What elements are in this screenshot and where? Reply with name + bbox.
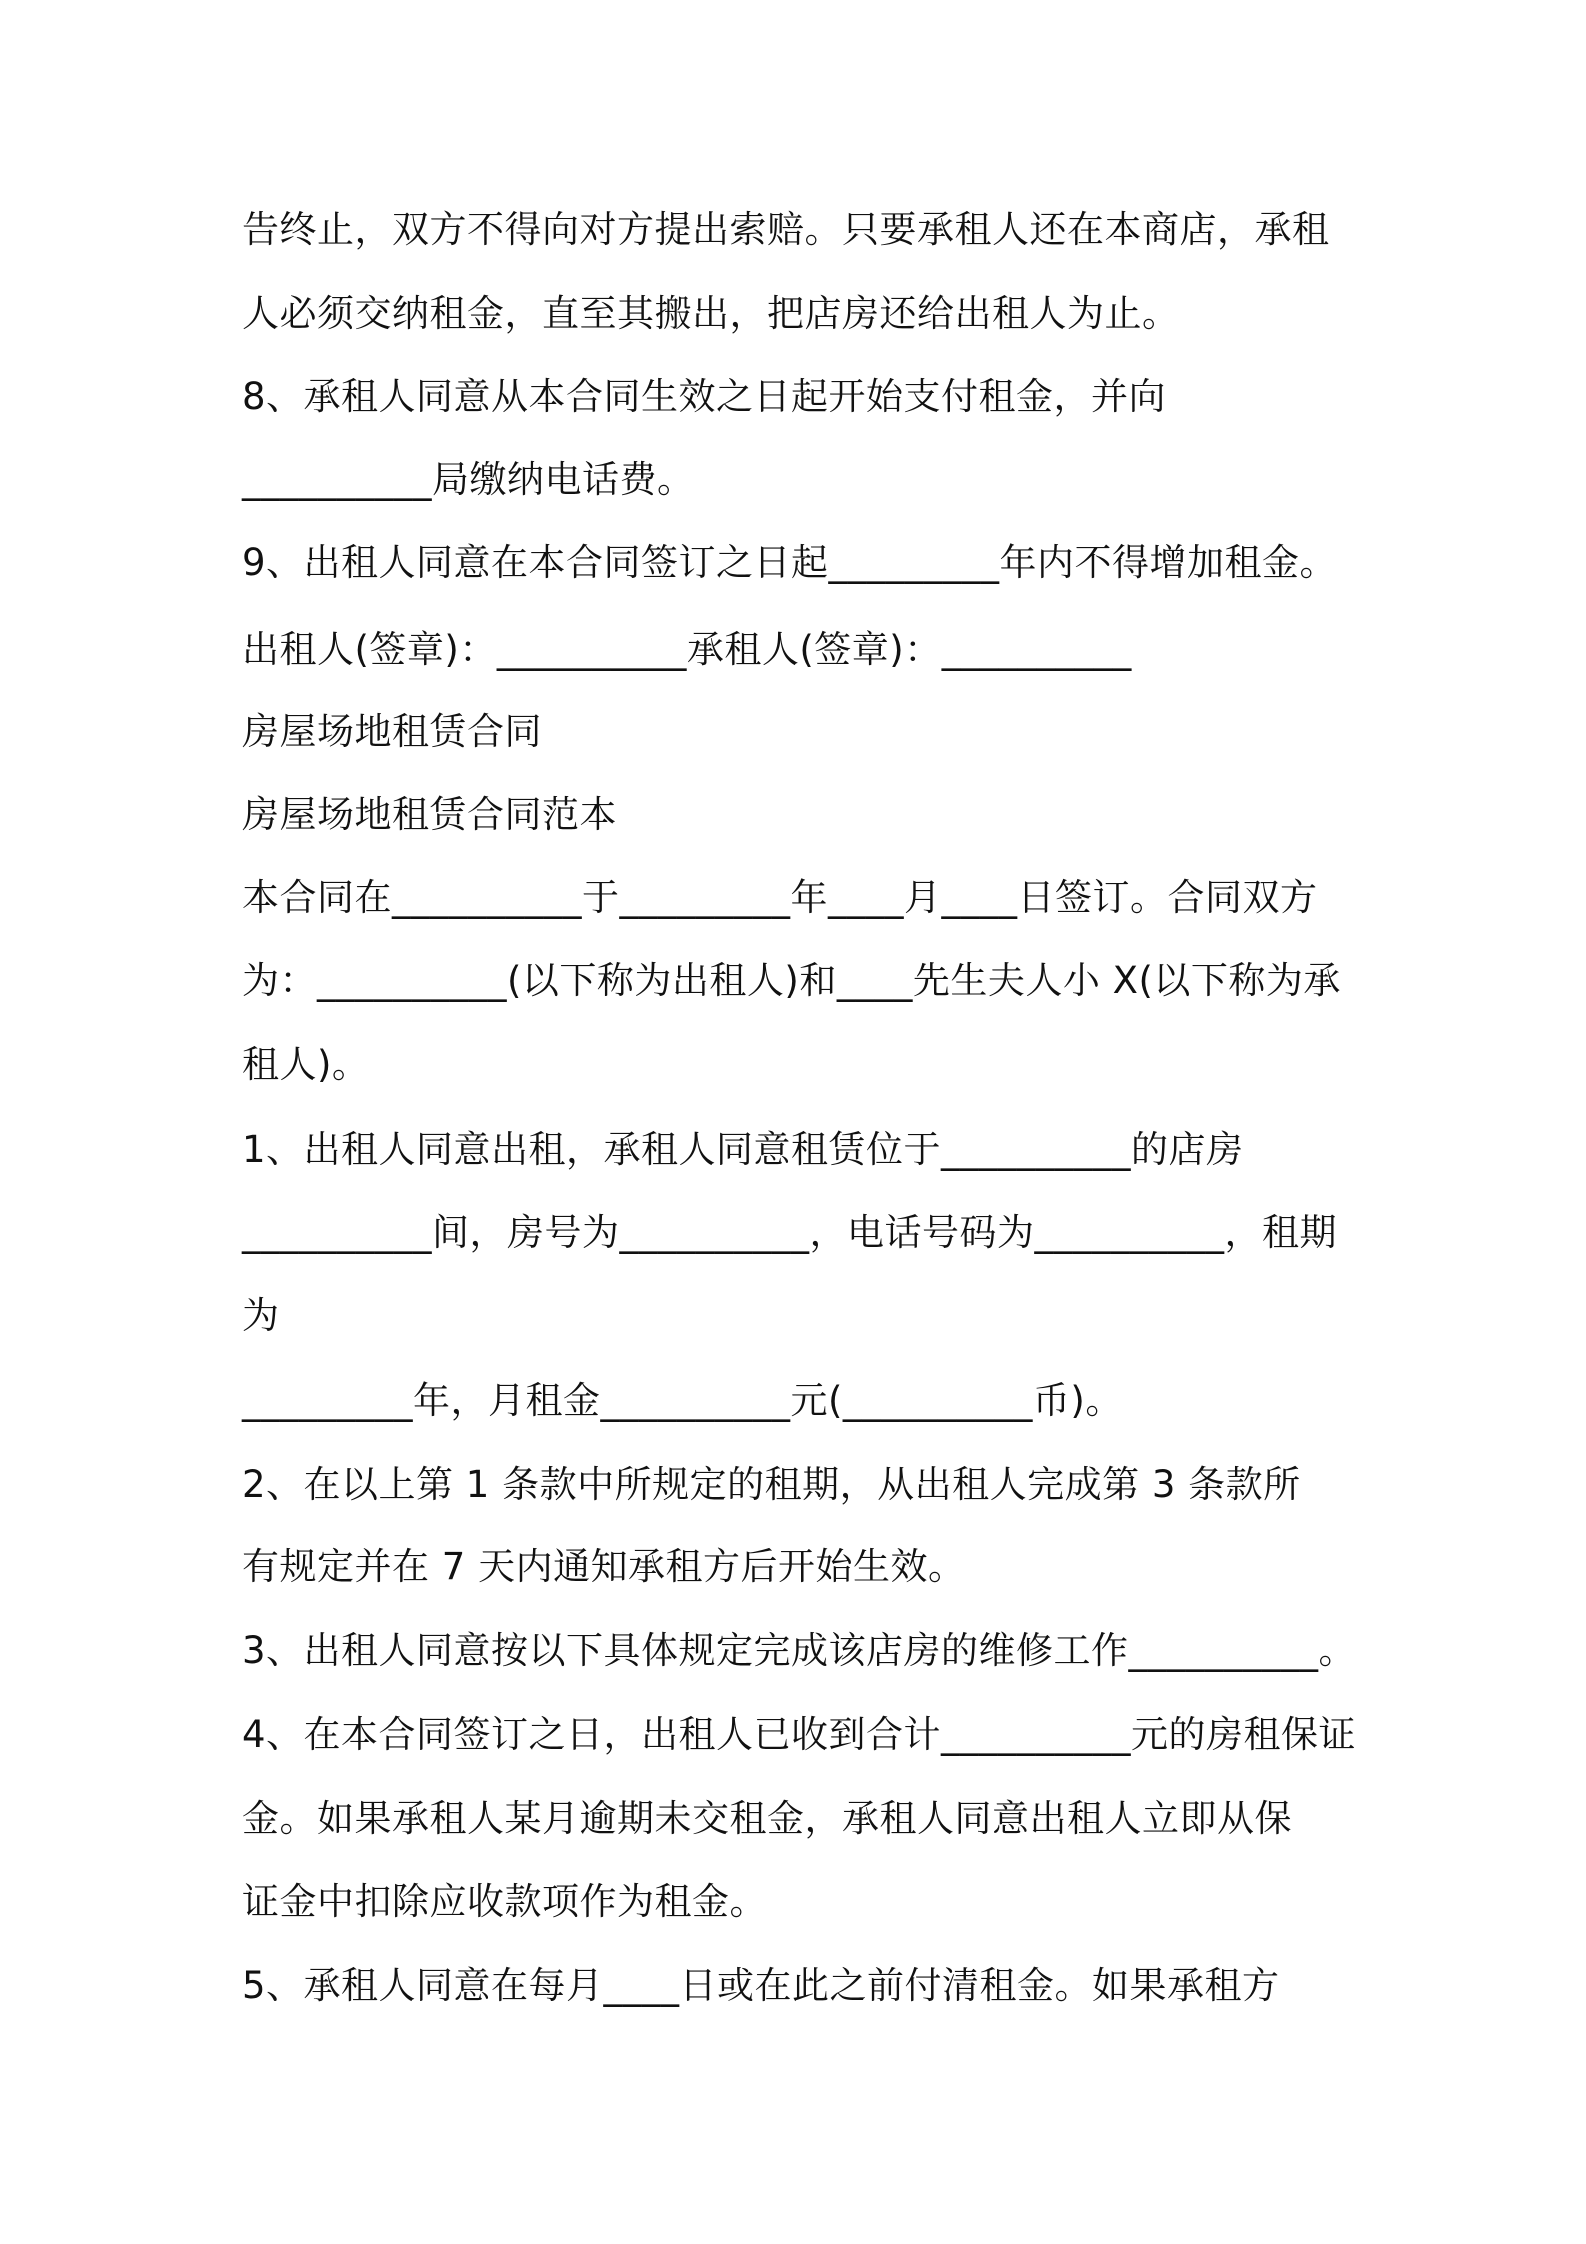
text-line: 2、在以上第 1 条款中所规定的租期，从出租人完成第 3 条款所 bbox=[242, 1463, 1301, 1506]
document-title: 房屋场地租赁合同 bbox=[242, 710, 542, 753]
text-line: 为 bbox=[242, 1294, 280, 1337]
text-line: 人必须交纳租金，直至其搬出，把店房还给出租人为止。 bbox=[242, 292, 1180, 335]
text-line: 9、出租人同意在本合同签订之日起_________年内不得增加租金。 bbox=[242, 541, 1338, 584]
text-line: 8、承租人同意从本合同生效之日起开始支付租金，并向 bbox=[242, 375, 1167, 418]
text-line: 告终止，双方不得向对方提出索赔。只要承租人还在本商店，承租 bbox=[242, 208, 1330, 251]
text-line: 4、在本合同签订之日，出租人已收到合计__________元的房租保证 bbox=[242, 1713, 1357, 1756]
text-line: 金。如果承租人某月逾期未交租金，承租人同意出租人立即从保 bbox=[242, 1797, 1292, 1840]
text-line: 证金中扣除应收款项作为租金。 bbox=[242, 1880, 767, 1923]
text-line: 为：__________(以下称为出租人)和____先生夫人小 X(以下称为承 bbox=[242, 959, 1341, 1002]
text-line: 1、出租人同意出租，承租人同意租赁位于__________的店房 bbox=[242, 1128, 1244, 1171]
document-subtitle: 房屋场地租赁合同范本 bbox=[242, 793, 617, 836]
text-line: _________年，月租金__________元(__________币)。 bbox=[242, 1379, 1123, 1422]
text-line: 5、承租人同意在每月____日或在此之前付清租金。如果承租方 bbox=[242, 1964, 1280, 2007]
text-line: __________间，房号为__________，电话号码为__________，租期 bbox=[242, 1211, 1337, 1254]
text-line: 本合同在__________于_________年____月____日签订。合同双方 bbox=[242, 876, 1318, 919]
text-line: 3、出租人同意按以下具体规定完成该店房的维修工作__________。 bbox=[242, 1629, 1357, 1672]
text-line: 租人)。 bbox=[242, 1043, 370, 1086]
text-line: __________局缴纳电话费。 bbox=[242, 458, 695, 501]
signature-line: 出租人(签章)：__________承租人(签章)：__________ bbox=[242, 628, 1132, 671]
text-line: 有规定并在 7 天内通知承租方后开始生效。 bbox=[242, 1545, 966, 1588]
